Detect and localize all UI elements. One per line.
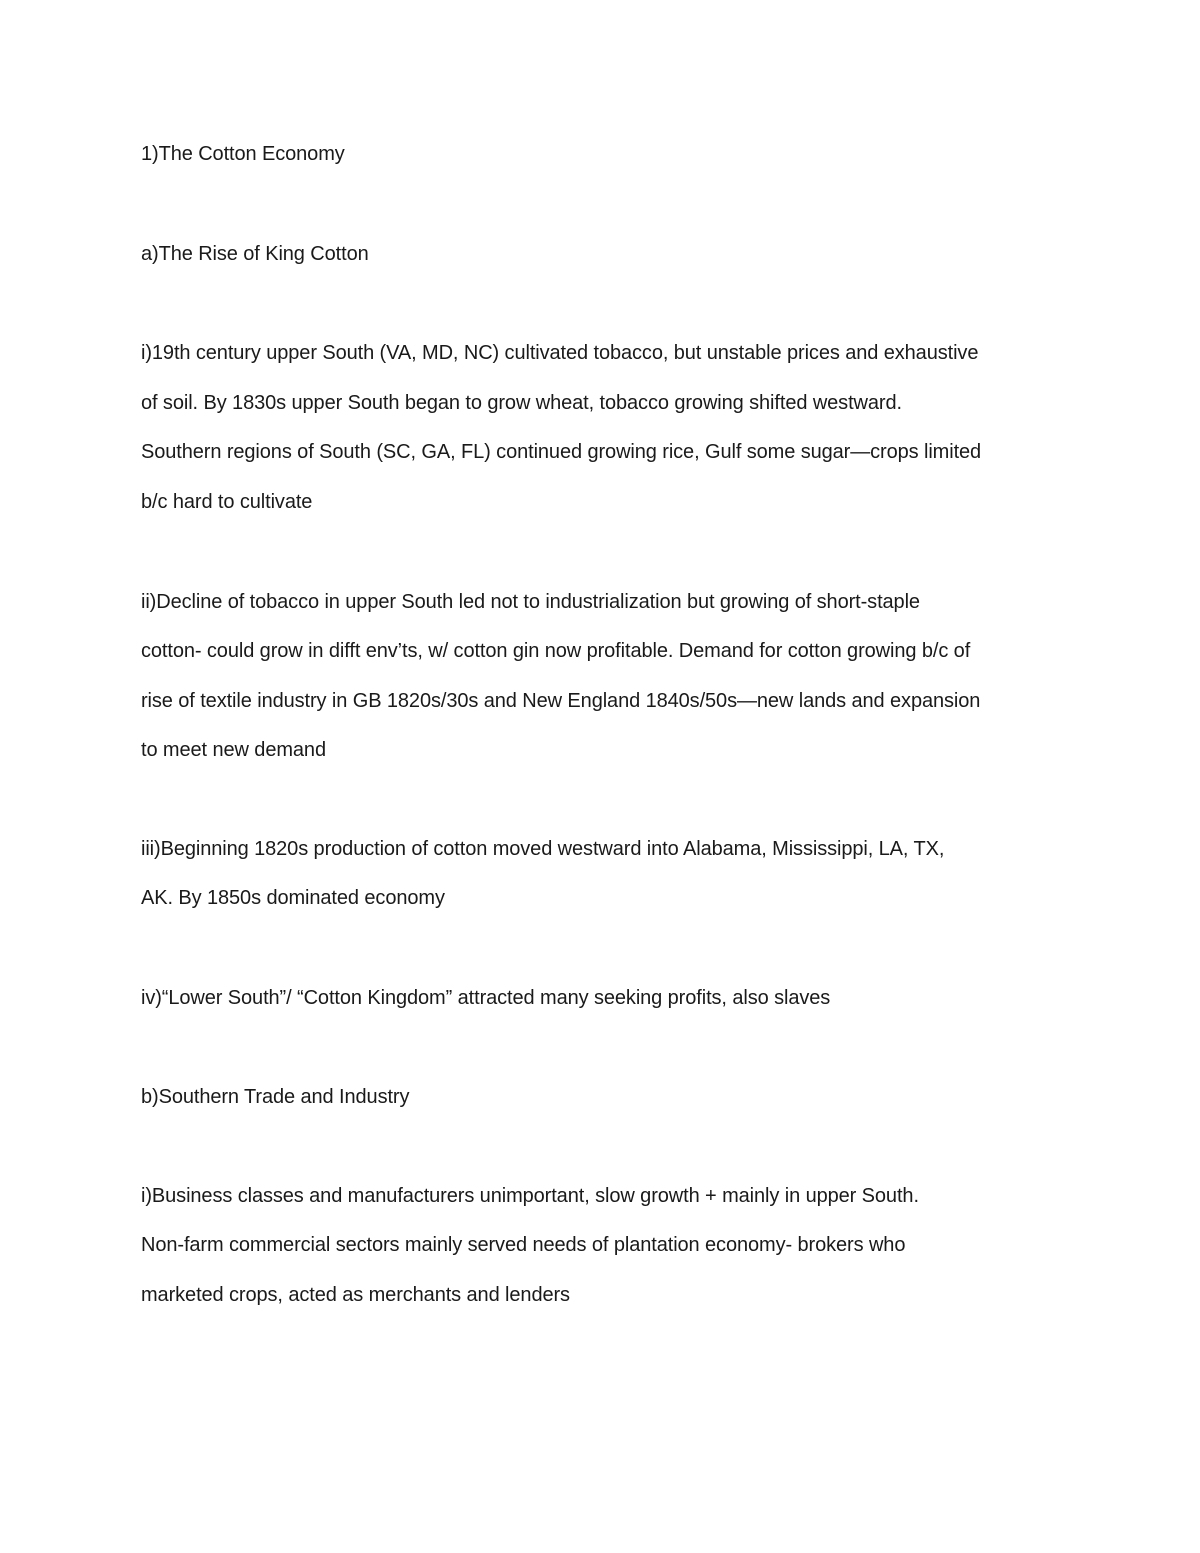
paragraph-line: b/c hard to cultivate xyxy=(141,491,313,513)
paragraph-line: Southern regions of South (SC, GA, FL) continued growing rice, Gulf some sugar—crops limited xyxy=(141,441,982,463)
paragraph-line: i)19th century upper South (VA, MD, NC) cultivated tobacco, but unstable prices and exhaustive xyxy=(141,342,979,364)
paragraph-line: Non-farm commercial sectors mainly served needs of plantation economy- brokers who xyxy=(141,1234,906,1256)
paragraph-line: marketed crops, acted as merchants and lenders xyxy=(141,1284,570,1306)
subheading-southern-trade-and-industry: b)Southern Trade and Industry xyxy=(141,1086,410,1108)
heading-cotton-economy: 1)The Cotton Economy xyxy=(141,143,345,165)
paragraph-line: cotton- could grow in difft env’ts, w/ cotton gin now profitable. Demand for cotton growing b/c of xyxy=(141,640,971,662)
paragraph-line: AK. By 1850s dominated economy xyxy=(141,887,445,909)
paragraph-line: of soil. By 1830s upper South began to grow wheat, tobacco growing shifted westward. xyxy=(141,392,902,414)
paragraph-line: rise of textile industry in GB 1820s/30s and New England 1840s/50s—new lands and expansion xyxy=(141,690,981,712)
paragraph-line: i)Business classes and manufacturers unimportant, slow growth + mainly in upper South. xyxy=(141,1185,919,1207)
paragraph-line: iv)“Lower South”/ “Cotton Kingdom” attracted many seeking profits, also slaves xyxy=(141,987,831,1009)
paragraph-line: ii)Decline of tobacco in upper South led not to industrialization but growing of short-staple xyxy=(141,591,920,613)
subheading-rise-of-king-cotton: a)The Rise of King Cotton xyxy=(141,243,369,265)
paragraph-line: iii)Beginning 1820s production of cotton moved westward into Alabama, Mississippi, LA, TX, xyxy=(141,838,945,860)
paragraph-line: to meet new demand xyxy=(141,739,326,761)
